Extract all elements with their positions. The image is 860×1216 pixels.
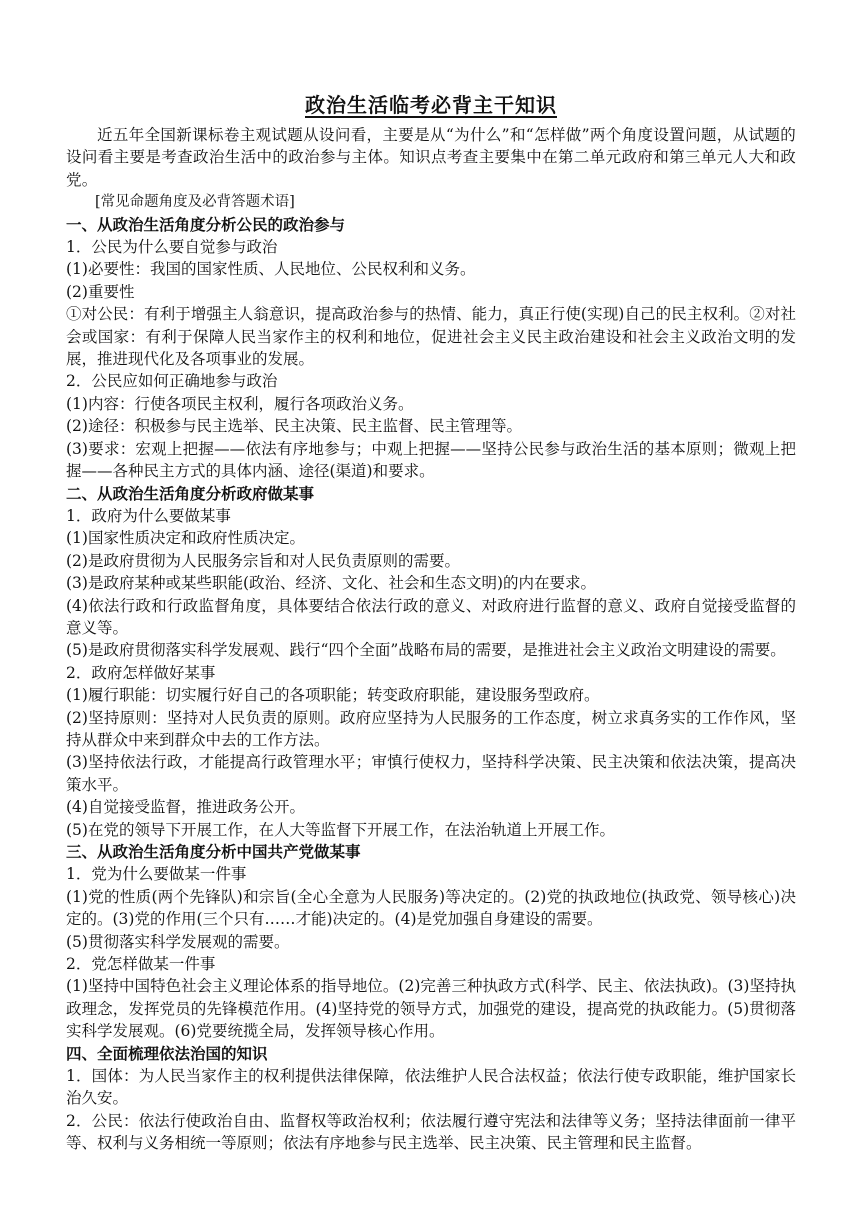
document-title: 政治生活临考必背主干知识: [305, 93, 557, 117]
text-paragraph: ①对公民：有利于增强主人翁意识，提高政治参与的热情、能力，真正行使(实现)自己的民主权利。②对社会或国家：有利于保障人民当家作主的权利和地位，促进社会主义民主政治建设和社会主义政治文明的发展，推进现代化及各项事业的发展。: [66, 305, 796, 369]
text-line: (1)必要性：我国的国家性质、人民地位、公民权利和义务。: [66, 260, 476, 279]
section-heading: 四、全面梳理依法治国的知识: [66, 1044, 268, 1063]
text-paragraph: (1)党的性质(两个先锋队)和宗旨(全心全意为人民服务)等决定的。(2)党的执政地位(执政党、领导核心)决定的。(3)党的作用(三个只有……才能)决定的。(4)是党加强自身建设的需要。: [66, 887, 796, 929]
text-line: (5)贯彻落实科学发展观的需要。: [66, 932, 290, 951]
text-line: (4)自觉接受监督，推进政务公开。: [66, 798, 305, 817]
text-line: (5)在党的领导下开展工作，在人大等监督下开展工作，在法治轨道上开展工作。: [66, 820, 615, 839]
section-heading: 三、从政治生活角度分析中国共产党做某事: [66, 843, 361, 861]
note-line: [常见命题角度及必背答题术语]: [95, 194, 295, 211]
text-line: (2)途径：积极参与民主选举、民主决策、民主监督、民主管理等。: [66, 417, 522, 436]
section-heading: 二、从政治生活角度分析政府做某事: [66, 484, 315, 503]
text-paragraph: (2)坚持原则：坚持对人民负责的原则。政府应坚持为人民服务的工作态度，树立求真务实的工作作风，坚持从群众中来到群众中去的工作方法。: [66, 708, 796, 749]
text-paragraph: (4)依法行政和行政监督角度，具体要结合依法行政的意义、对政府进行监督的意义、政府自觉接受监督的意义等。: [66, 596, 796, 637]
text-line: (1)内容：行使各项民主权利，履行各项政治义务。: [66, 394, 414, 413]
text-paragraph: (5)是政府贯彻落实科学发展观、践行“四个全面”战略布局的需要，是推进社会主义政治文明建设的需要。: [66, 641, 786, 660]
section-heading: 一、从政治生活角度分析公民的政治参与: [66, 215, 346, 234]
text-paragraph: 1．国体：为人民当家作主的权利提供法律保障，依法维护人民合法权益；依法行使专政职能，维护国家长治久安。: [66, 1067, 796, 1108]
text-paragraph: (1)坚持中国特色社会主义理论体系的指导地位。(2)完善三种执政方式(科学、民主、依法执政)。(3)坚持执政理念，发挥党员的先锋模范作用。(4)坚持党的领导方式，加强党的建设，提高党的执政能力。(5)贯彻落实科学发展观。(6)党要统揽全局，发挥领导核心作用。: [66, 977, 796, 1041]
text-line: 1．党为什么要做某一件事: [66, 865, 247, 884]
text-line: 2．党怎样做某一件事: [66, 955, 216, 974]
document-page: [66, 92, 796, 1155]
text-line: 1．政府为什么要做某事: [66, 506, 231, 525]
text-line: 2．公民应如何正确地参与政治: [66, 372, 278, 391]
text-paragraph: (3)坚持依法行政，才能提高行政管理水平；审慎行使权力，坚持科学决策、民主决策和依法决策，提高决策水平。: [66, 753, 796, 794]
text-line: (3)是政府某种或某些职能(政治、经济、文化、社会和生态文明)的内在要求。: [66, 574, 597, 593]
text-line: (1)履行职能：切实履行好自己的各项职能；转变政府职能，建设服务型政府。: [66, 686, 600, 705]
text-line: 1．公民为什么要自觉参与政治: [66, 238, 278, 257]
text-line: (2)是政府贯彻为人民服务宗旨和对人民负责原则的需要。: [66, 551, 460, 570]
text-paragraph: 2．公民：依法行使政治自由、监督权等政治权利；依法履行遵守宪法和法律等义务；坚持法律面前一律平等、权利与义务相统一等原则；依法有序地参与民主选举、民主决策、民主管理和民主监督。: [66, 1111, 796, 1153]
text-line: (2)重要性: [66, 282, 135, 301]
text-paragraph: (3)要求：宏观上把握——依法有序地参与；中观上把握——坚持公民参与政治生活的基本原则；微观上把握——各种民主方式的具体内涵、途径(渠道)和要求。: [66, 439, 796, 481]
intro-paragraph: 近五年全国新课标卷主观试题从设问看，主要是从“为什么”和“怎样做”两个角度设置问题，从试题的设问看主要是考查政治生活中的政治参与主体。知识点考查主要集中在第二单元政府和第三单元人大和政党。: [66, 126, 796, 189]
text-line: (1)国家性质决定和政府性质决定。: [66, 529, 305, 548]
text-line: 2．政府怎样做好某事: [66, 663, 216, 682]
